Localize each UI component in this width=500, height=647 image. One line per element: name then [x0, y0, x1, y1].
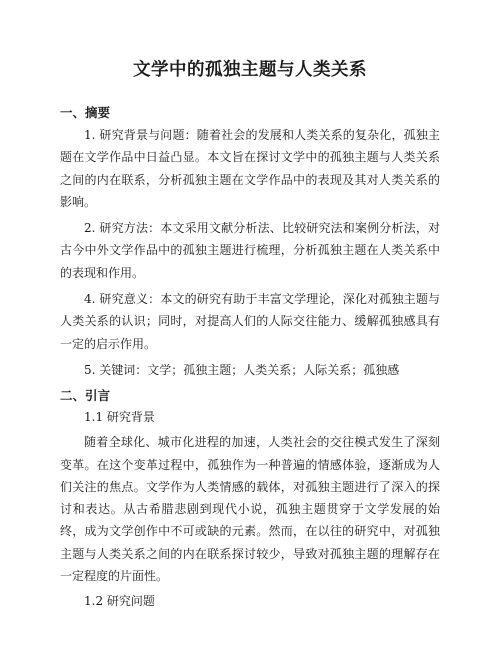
section-heading-background: 1.1 研究背景: [84, 410, 155, 425]
intro-paragraph: 随着全球化、城市化进程的加速，人类社会的交往模式发生了深刻变革。在这个变革过程中，孤独作为一种普遍的情感体验，逐渐成为人们关注的焦点。文学作为人类情感的载体，对孤独主题进行了深入的探讨和表达。从古希腊悲剧到现代小说，孤独主题贯穿于文学发展的始终，成为文学创作中不可或缺的元素。然而，在以往的研究中，对孤独主题与人类关系之间的内在联系探讨较少，导致对孤独主题的理解存在一定程度的片面性。: [60, 435, 440, 584]
section-heading-question: 1.2 研究问题: [84, 594, 155, 609]
abstract-item-keywords: 5. 关键词：文学；孤独主题；人类关系；人际关系；孤独感: [84, 362, 400, 377]
abstract-item-significance: 4. 研究意义：本文的研究有助于丰富文学理论，深化对孤独主题与人类关系的认识；同时，对提高人们的人际交往能力、缓解孤独感具有一定的启示作用。: [60, 292, 440, 351]
abstract-heading: 一、摘要: [60, 105, 111, 120]
abstract-item-background: 1. 研究背景与问题：随着社会的发展和人类关系的复杂化，孤独主题在文学作品中日益凸显。本文旨在探讨文学中的孤独主题与人类关系之间的内在联系，分析孤独主题在文学作品中的表现及其对人类关系的影响。: [60, 128, 440, 209]
document-title: 文学中的孤独主题与人类关系: [133, 60, 367, 80]
intro-heading: 二、引言: [60, 388, 111, 404]
abstract-item-method: 2. 研究方法：本文采用文献分析法、比较研究法和案例分析法，对古今中外文学作品中的孤独主题进行梳理，分析孤独主题在人类关系中的表现和作用。: [60, 221, 440, 280]
